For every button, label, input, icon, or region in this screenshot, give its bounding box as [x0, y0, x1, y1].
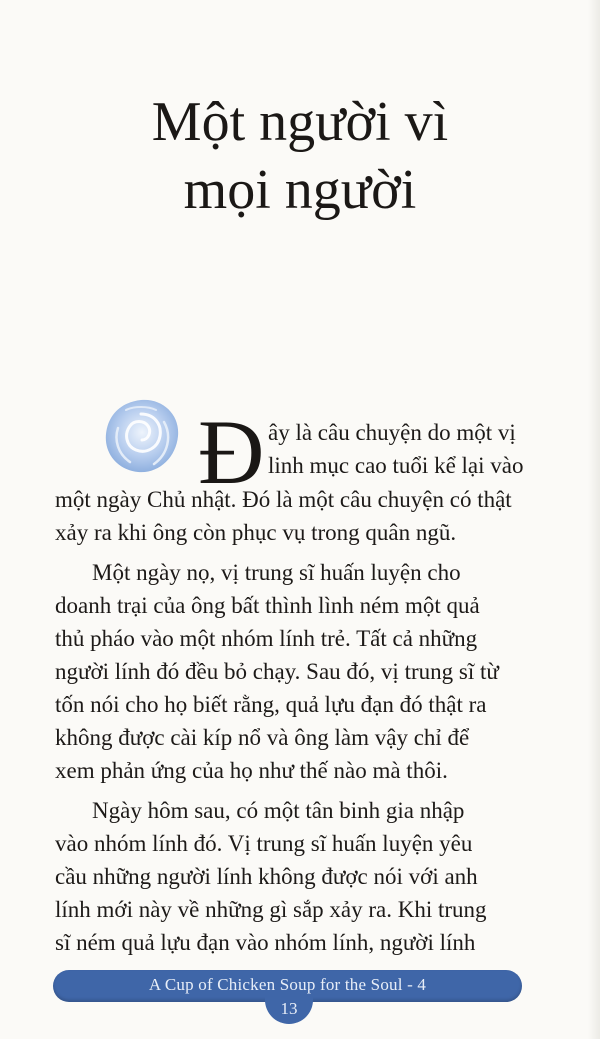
drop-cap-letter: Đ	[198, 401, 265, 503]
paragraph-1-line-3: một ngày Chủ nhật. Đó là một câu chuyện có thật	[55, 487, 512, 512]
paragraph-2-line-1: Một ngày nọ, vị trung sĩ huấn luyện cho	[92, 560, 461, 585]
footer-book-title: A Cup of Chicken Soup for the Soul - 4	[148, 975, 427, 994]
paragraph-2-line-3: thủ pháo vào một nhóm lính trẻ. Tất cả những	[55, 626, 478, 651]
paragraph-2-line-4: người lính đó đều bỏ chạy. Sau đó, vị trung sĩ từ	[55, 659, 499, 684]
paragraph-2-line-6: không được cài kíp nổ và ông làm vậy chỉ để	[55, 725, 470, 750]
paragraph-1-line-2: linh mục cao tuổi kể lại vào	[268, 453, 524, 478]
paragraph-2-line-2: doanh trại của ông bất thình lình ném một quả	[55, 593, 480, 618]
chapter-title-line-1: Một người vì	[151, 91, 449, 153]
chapter-title-line-2: mọi người	[183, 159, 417, 221]
paragraph-3-line-4: lính mới này về những gì sắp xảy ra. Khi trung	[55, 897, 487, 922]
paragraph-3-line-2: vào nhóm lính đó. Vị trung sĩ huấn luyện yêu	[55, 831, 473, 856]
paragraph-2-line-7: xem phản ứng của họ như thế nào mà thôi.	[55, 758, 448, 783]
paragraph-2-line-5: tốn nói cho họ biết rằng, quả lựu đạn đó thật ra	[55, 692, 487, 717]
page-number: 13	[265, 996, 313, 1024]
blue-rose-illustration	[96, 392, 186, 482]
paragraph-3-line-3: cầu những người lính không được nói với anh	[55, 864, 478, 889]
paragraph-1-line-4: xảy ra khi ông còn phục vụ trong quân ngũ.	[55, 520, 457, 545]
paragraph-3-line-1: Ngày hôm sau, có một tân binh gia nhập	[92, 798, 465, 823]
paragraph-3-line-5: sĩ ném quả lựu đạn vào nhóm lính, người lính	[55, 930, 476, 955]
chapter-title	[0, 88, 600, 224]
paragraph-1-line-1: ây là câu chuyện do một vị	[268, 420, 516, 445]
